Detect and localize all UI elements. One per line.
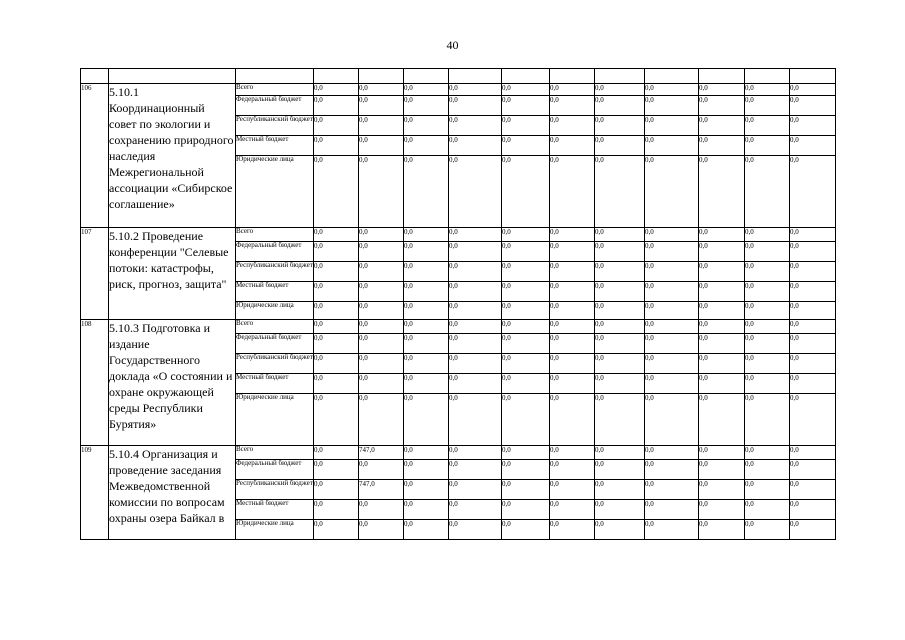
amount-cell: 0,0 bbox=[645, 302, 699, 320]
amount-cell: 0,0 bbox=[404, 334, 449, 354]
amount-cell: 0,0 bbox=[359, 242, 404, 262]
amount-cell: 0,0 bbox=[699, 446, 745, 460]
amount-cell: 0,0 bbox=[314, 460, 359, 480]
funding-source: Местный бюджет bbox=[236, 500, 314, 520]
amount-cell: 0,0 bbox=[595, 460, 645, 480]
amount-cell: 0,0 bbox=[449, 116, 502, 136]
amount-cell: 0,0 bbox=[404, 354, 449, 374]
amount-cell: 0,0 bbox=[790, 374, 836, 394]
amount-cell: 0,0 bbox=[359, 228, 404, 242]
amount-cell: 0,0 bbox=[550, 228, 595, 242]
amount-cell: 0,0 bbox=[595, 262, 645, 282]
amount-cell: 0,0 bbox=[314, 302, 359, 320]
amount-cell: 0,0 bbox=[314, 262, 359, 282]
amount-cell: 0,0 bbox=[314, 480, 359, 500]
amount-cell: 0,0 bbox=[449, 354, 502, 374]
amount-cell: 0,0 bbox=[550, 460, 595, 480]
amount-cell: 0,0 bbox=[314, 500, 359, 520]
amount-cell: 0,0 bbox=[449, 446, 502, 460]
amount-cell: 0,0 bbox=[550, 446, 595, 460]
amount-cell: 0,0 bbox=[449, 302, 502, 320]
amount-cell: 0,0 bbox=[314, 136, 359, 156]
amount-cell: 0,0 bbox=[314, 446, 359, 460]
header-cell bbox=[314, 69, 359, 84]
amount-cell: 0,0 bbox=[790, 228, 836, 242]
amount-cell: 0,0 bbox=[449, 480, 502, 500]
amount-cell: 0,0 bbox=[404, 262, 449, 282]
amount-cell: 0,0 bbox=[790, 84, 836, 96]
amount-cell: 0,0 bbox=[790, 282, 836, 302]
amount-cell: 0,0 bbox=[645, 394, 699, 446]
amount-cell: 0,0 bbox=[745, 394, 790, 446]
amount-cell: 0,0 bbox=[502, 262, 550, 282]
amount-cell: 0,0 bbox=[699, 320, 745, 334]
amount-cell: 0,0 bbox=[745, 242, 790, 262]
amount-cell: 0,0 bbox=[595, 320, 645, 334]
amount-cell: 0,0 bbox=[790, 156, 836, 228]
amount-cell: 0,0 bbox=[359, 500, 404, 520]
amount-cell: 0,0 bbox=[595, 520, 645, 540]
amount-cell: 0,0 bbox=[790, 500, 836, 520]
amount-cell: 0,0 bbox=[745, 354, 790, 374]
amount-cell: 0,0 bbox=[745, 136, 790, 156]
amount-cell: 0,0 bbox=[790, 446, 836, 460]
amount-cell: 0,0 bbox=[699, 302, 745, 320]
header-cell bbox=[745, 69, 790, 84]
amount-cell: 0,0 bbox=[699, 262, 745, 282]
amount-cell: 0,0 bbox=[790, 136, 836, 156]
amount-cell: 0,0 bbox=[404, 84, 449, 96]
table-row bbox=[81, 84, 836, 96]
amount-cell: 0,0 bbox=[404, 116, 449, 136]
amount-cell: 0,0 bbox=[359, 282, 404, 302]
amount-cell: 0,0 bbox=[449, 500, 502, 520]
funding-source: Федеральный бюджет bbox=[236, 96, 314, 116]
amount-cell: 0,0 bbox=[314, 96, 359, 116]
funding-source: Федеральный бюджет bbox=[236, 460, 314, 480]
amount-cell: 0,0 bbox=[502, 460, 550, 480]
row-number: 106 bbox=[81, 84, 109, 228]
amount-cell: 0,0 bbox=[745, 446, 790, 460]
amount-cell: 0,0 bbox=[550, 354, 595, 374]
amount-cell: 0,0 bbox=[314, 282, 359, 302]
amount-cell: 0,0 bbox=[449, 520, 502, 540]
funding-source: Местный бюджет bbox=[236, 136, 314, 156]
amount-cell: 0,0 bbox=[699, 500, 745, 520]
amount-cell: 0,0 bbox=[790, 354, 836, 374]
amount-cell: 0,0 bbox=[699, 520, 745, 540]
funding-source: Местный бюджет bbox=[236, 282, 314, 302]
header-cell bbox=[404, 69, 449, 84]
amount-cell: 0,0 bbox=[595, 480, 645, 500]
amount-cell: 0,0 bbox=[550, 302, 595, 320]
amount-cell: 0,0 bbox=[449, 242, 502, 262]
header-cell bbox=[236, 69, 314, 84]
amount-cell: 0,0 bbox=[550, 374, 595, 394]
amount-cell: 0,0 bbox=[595, 446, 645, 460]
amount-cell: 0,0 bbox=[550, 282, 595, 302]
amount-cell: 0,0 bbox=[790, 460, 836, 480]
amount-cell: 0,0 bbox=[699, 228, 745, 242]
amount-cell: 0,0 bbox=[745, 520, 790, 540]
amount-cell: 0,0 bbox=[745, 334, 790, 354]
amount-cell: 0,0 bbox=[645, 116, 699, 136]
funding-source: Местный бюджет bbox=[236, 374, 314, 394]
amount-cell: 0,0 bbox=[595, 302, 645, 320]
funding-source: Республиканский бюджет bbox=[236, 354, 314, 374]
table-row bbox=[81, 228, 836, 242]
amount-cell: 0,0 bbox=[699, 334, 745, 354]
amount-cell: 0,0 bbox=[790, 320, 836, 334]
amount-cell: 0,0 bbox=[745, 116, 790, 136]
header-cell bbox=[109, 69, 236, 84]
amount-cell: 0,0 bbox=[595, 500, 645, 520]
amount-cell: 0,0 bbox=[314, 374, 359, 394]
amount-cell: 0,0 bbox=[645, 374, 699, 394]
amount-cell: 0,0 bbox=[595, 374, 645, 394]
amount-cell: 0,0 bbox=[699, 116, 745, 136]
header-cell bbox=[645, 69, 699, 84]
amount-cell: 0,0 bbox=[449, 334, 502, 354]
amount-cell: 0,0 bbox=[550, 116, 595, 136]
amount-cell: 0,0 bbox=[645, 354, 699, 374]
amount-cell: 747,0 bbox=[359, 480, 404, 500]
amount-cell: 0,0 bbox=[645, 520, 699, 540]
amount-cell: 0,0 bbox=[550, 84, 595, 96]
amount-cell: 0,0 bbox=[550, 500, 595, 520]
amount-cell: 0,0 bbox=[745, 84, 790, 96]
amount-cell: 0,0 bbox=[314, 156, 359, 228]
header-cell bbox=[81, 69, 109, 84]
amount-cell: 0,0 bbox=[645, 136, 699, 156]
amount-cell: 0,0 bbox=[404, 460, 449, 480]
amount-cell: 0,0 bbox=[790, 302, 836, 320]
amount-cell: 0,0 bbox=[314, 394, 359, 446]
amount-cell: 0,0 bbox=[404, 374, 449, 394]
amount-cell: 0,0 bbox=[359, 374, 404, 394]
amount-cell: 0,0 bbox=[314, 228, 359, 242]
amount-cell: 0,0 bbox=[645, 84, 699, 96]
amount-cell: 0,0 bbox=[449, 84, 502, 96]
header-cell bbox=[449, 69, 502, 84]
amount-cell: 0,0 bbox=[645, 320, 699, 334]
amount-cell: 0,0 bbox=[645, 460, 699, 480]
amount-cell: 0,0 bbox=[359, 156, 404, 228]
amount-cell: 0,0 bbox=[404, 446, 449, 460]
amount-cell: 0,0 bbox=[404, 302, 449, 320]
amount-cell: 0,0 bbox=[550, 156, 595, 228]
amount-cell: 0,0 bbox=[359, 116, 404, 136]
amount-cell: 0,0 bbox=[550, 394, 595, 446]
amount-cell: 0,0 bbox=[699, 96, 745, 116]
activity-name: 5.10.4 Организация и проведение заседания Межведомственной комиссии по вопросам охраны озера Байкал в bbox=[109, 446, 236, 540]
amount-cell: 0,0 bbox=[790, 262, 836, 282]
funding-source: Федеральный бюджет bbox=[236, 242, 314, 262]
amount-cell: 0,0 bbox=[595, 156, 645, 228]
amount-cell: 0,0 bbox=[449, 262, 502, 282]
row-number: 107 bbox=[81, 228, 109, 320]
amount-cell: 0,0 bbox=[790, 520, 836, 540]
amount-cell: 0,0 bbox=[550, 136, 595, 156]
amount-cell: 0,0 bbox=[449, 282, 502, 302]
funding-source: Юридические лица bbox=[236, 520, 314, 540]
amount-cell: 0,0 bbox=[745, 480, 790, 500]
amount-cell: 0,0 bbox=[404, 282, 449, 302]
amount-cell: 0,0 bbox=[595, 354, 645, 374]
amount-cell: 0,0 bbox=[550, 520, 595, 540]
amount-cell: 0,0 bbox=[359, 334, 404, 354]
table-row bbox=[81, 320, 836, 334]
amount-cell: 0,0 bbox=[595, 242, 645, 262]
amount-cell: 0,0 bbox=[502, 84, 550, 96]
amount-cell: 0,0 bbox=[645, 334, 699, 354]
amount-cell: 0,0 bbox=[502, 228, 550, 242]
amount-cell: 0,0 bbox=[314, 116, 359, 136]
header-cell bbox=[699, 69, 745, 84]
amount-cell: 0,0 bbox=[502, 156, 550, 228]
amount-cell: 0,0 bbox=[404, 320, 449, 334]
amount-cell: 0,0 bbox=[314, 242, 359, 262]
header-cell bbox=[502, 69, 550, 84]
amount-cell: 0,0 bbox=[404, 228, 449, 242]
amount-cell: 0,0 bbox=[359, 520, 404, 540]
amount-cell: 0,0 bbox=[404, 394, 449, 446]
amount-cell: 0,0 bbox=[699, 480, 745, 500]
amount-cell: 0,0 bbox=[745, 302, 790, 320]
funding-source: Юридические лица bbox=[236, 302, 314, 320]
amount-cell: 0,0 bbox=[745, 96, 790, 116]
amount-cell: 0,0 bbox=[404, 156, 449, 228]
amount-cell: 0,0 bbox=[449, 136, 502, 156]
amount-cell: 0,0 bbox=[550, 262, 595, 282]
table-row bbox=[81, 446, 836, 460]
amount-cell: 0,0 bbox=[745, 460, 790, 480]
amount-cell: 0,0 bbox=[790, 242, 836, 262]
amount-cell: 0,0 bbox=[404, 500, 449, 520]
funding-source: Республиканский бюджет bbox=[236, 262, 314, 282]
amount-cell: 0,0 bbox=[645, 282, 699, 302]
amount-cell: 0,0 bbox=[359, 136, 404, 156]
amount-cell: 0,0 bbox=[502, 520, 550, 540]
amount-cell: 0,0 bbox=[502, 116, 550, 136]
amount-cell: 0,0 bbox=[595, 84, 645, 96]
amount-cell: 0,0 bbox=[404, 520, 449, 540]
amount-cell: 0,0 bbox=[359, 96, 404, 116]
amount-cell: 0,0 bbox=[699, 84, 745, 96]
page-number: 40 bbox=[446, 38, 459, 52]
amount-cell: 0,0 bbox=[314, 334, 359, 354]
amount-cell: 0,0 bbox=[502, 446, 550, 460]
row-number: 108 bbox=[81, 320, 109, 446]
amount-cell: 0,0 bbox=[449, 460, 502, 480]
amount-cell: 0,0 bbox=[645, 228, 699, 242]
amount-cell: 0,0 bbox=[449, 228, 502, 242]
funding-source: Всего bbox=[236, 84, 314, 96]
amount-cell: 0,0 bbox=[595, 334, 645, 354]
budget-table bbox=[80, 68, 836, 540]
amount-cell: 0,0 bbox=[404, 136, 449, 156]
amount-cell: 0,0 bbox=[790, 394, 836, 446]
amount-cell: 0,0 bbox=[595, 394, 645, 446]
amount-cell: 0,0 bbox=[699, 354, 745, 374]
amount-cell: 0,0 bbox=[550, 242, 595, 262]
amount-cell: 0,0 bbox=[790, 480, 836, 500]
activity-name: 5.10.2 Проведение конференции "Селевые потоки: катастрофы, риск, прогноз, защита" bbox=[109, 228, 236, 320]
amount-cell: 0,0 bbox=[404, 242, 449, 262]
amount-cell: 0,0 bbox=[790, 116, 836, 136]
amount-cell: 0,0 bbox=[745, 282, 790, 302]
amount-cell: 0,0 bbox=[699, 242, 745, 262]
amount-cell: 0,0 bbox=[745, 320, 790, 334]
funding-source: Всего bbox=[236, 320, 314, 334]
funding-source: Федеральный бюджет bbox=[236, 334, 314, 354]
amount-cell: 0,0 bbox=[314, 84, 359, 96]
amount-cell: 0,0 bbox=[449, 394, 502, 446]
amount-cell: 0,0 bbox=[699, 394, 745, 446]
amount-cell: 0,0 bbox=[359, 320, 404, 334]
header-cell bbox=[595, 69, 645, 84]
amount-cell: 0,0 bbox=[449, 96, 502, 116]
amount-cell: 0,0 bbox=[359, 302, 404, 320]
funding-source: Всего bbox=[236, 446, 314, 460]
funding-source: Юридические лица bbox=[236, 156, 314, 228]
amount-cell: 0,0 bbox=[645, 156, 699, 228]
amount-cell: 0,0 bbox=[359, 84, 404, 96]
amount-cell: 0,0 bbox=[550, 334, 595, 354]
amount-cell: 0,0 bbox=[550, 96, 595, 116]
amount-cell: 0,0 bbox=[595, 136, 645, 156]
amount-cell: 0,0 bbox=[745, 228, 790, 242]
amount-cell: 0,0 bbox=[502, 96, 550, 116]
funding-source: Республиканский бюджет bbox=[236, 480, 314, 500]
amount-cell: 0,0 bbox=[502, 480, 550, 500]
amount-cell: 0,0 bbox=[745, 500, 790, 520]
table-header-row bbox=[81, 69, 836, 84]
amount-cell: 0,0 bbox=[595, 116, 645, 136]
amount-cell: 0,0 bbox=[645, 480, 699, 500]
amount-cell: 0,0 bbox=[745, 262, 790, 282]
amount-cell: 0,0 bbox=[502, 136, 550, 156]
amount-cell: 0,0 bbox=[502, 302, 550, 320]
header-cell bbox=[550, 69, 595, 84]
amount-cell: 0,0 bbox=[699, 156, 745, 228]
amount-cell: 0,0 bbox=[645, 500, 699, 520]
amount-cell: 0,0 bbox=[314, 520, 359, 540]
amount-cell: 0,0 bbox=[404, 480, 449, 500]
amount-cell: 0,0 bbox=[359, 394, 404, 446]
amount-cell: 0,0 bbox=[745, 374, 790, 394]
amount-cell: 0,0 bbox=[645, 242, 699, 262]
row-number: 109 bbox=[81, 446, 109, 540]
amount-cell: 0,0 bbox=[359, 460, 404, 480]
amount-cell: 0,0 bbox=[502, 320, 550, 334]
amount-cell: 0,0 bbox=[502, 354, 550, 374]
amount-cell: 0,0 bbox=[645, 446, 699, 460]
funding-source: Республиканский бюджет bbox=[236, 116, 314, 136]
amount-cell: 0,0 bbox=[745, 156, 790, 228]
amount-cell: 0,0 bbox=[359, 354, 404, 374]
amount-cell: 0,0 bbox=[550, 480, 595, 500]
amount-cell: 0,0 bbox=[314, 320, 359, 334]
amount-cell: 0,0 bbox=[314, 354, 359, 374]
activity-name: 5.10.3 Подготовка и издание Государственного доклада «О состоянии и охране окружающей среды Республики Бурятия» bbox=[109, 320, 236, 446]
amount-cell: 0,0 bbox=[502, 334, 550, 354]
amount-cell: 0,0 bbox=[449, 374, 502, 394]
amount-cell: 0,0 bbox=[645, 96, 699, 116]
header-cell bbox=[790, 69, 836, 84]
amount-cell: 0,0 bbox=[595, 228, 645, 242]
amount-cell: 0,0 bbox=[502, 394, 550, 446]
amount-cell: 0,0 bbox=[359, 262, 404, 282]
amount-cell: 0,0 bbox=[502, 242, 550, 262]
amount-cell: 747,0 bbox=[359, 446, 404, 460]
funding-source: Юридические лица bbox=[236, 394, 314, 446]
amount-cell: 0,0 bbox=[699, 374, 745, 394]
amount-cell: 0,0 bbox=[404, 96, 449, 116]
amount-cell: 0,0 bbox=[699, 136, 745, 156]
header-cell bbox=[359, 69, 404, 84]
activity-name: 5.10.1 Координационный совет по экологии и сохранению природного наследия Межрегиональной ассоциации «Сибирское соглашение» bbox=[109, 84, 236, 228]
amount-cell: 0,0 bbox=[449, 156, 502, 228]
amount-cell: 0,0 bbox=[502, 500, 550, 520]
amount-cell: 0,0 bbox=[699, 282, 745, 302]
amount-cell: 0,0 bbox=[502, 282, 550, 302]
amount-cell: 0,0 bbox=[502, 374, 550, 394]
amount-cell: 0,0 bbox=[449, 320, 502, 334]
amount-cell: 0,0 bbox=[790, 334, 836, 354]
amount-cell: 0,0 bbox=[550, 320, 595, 334]
funding-source: Всего bbox=[236, 228, 314, 242]
amount-cell: 0,0 bbox=[790, 96, 836, 116]
amount-cell: 0,0 bbox=[595, 96, 645, 116]
amount-cell: 0,0 bbox=[645, 262, 699, 282]
amount-cell: 0,0 bbox=[699, 460, 745, 480]
amount-cell: 0,0 bbox=[595, 282, 645, 302]
